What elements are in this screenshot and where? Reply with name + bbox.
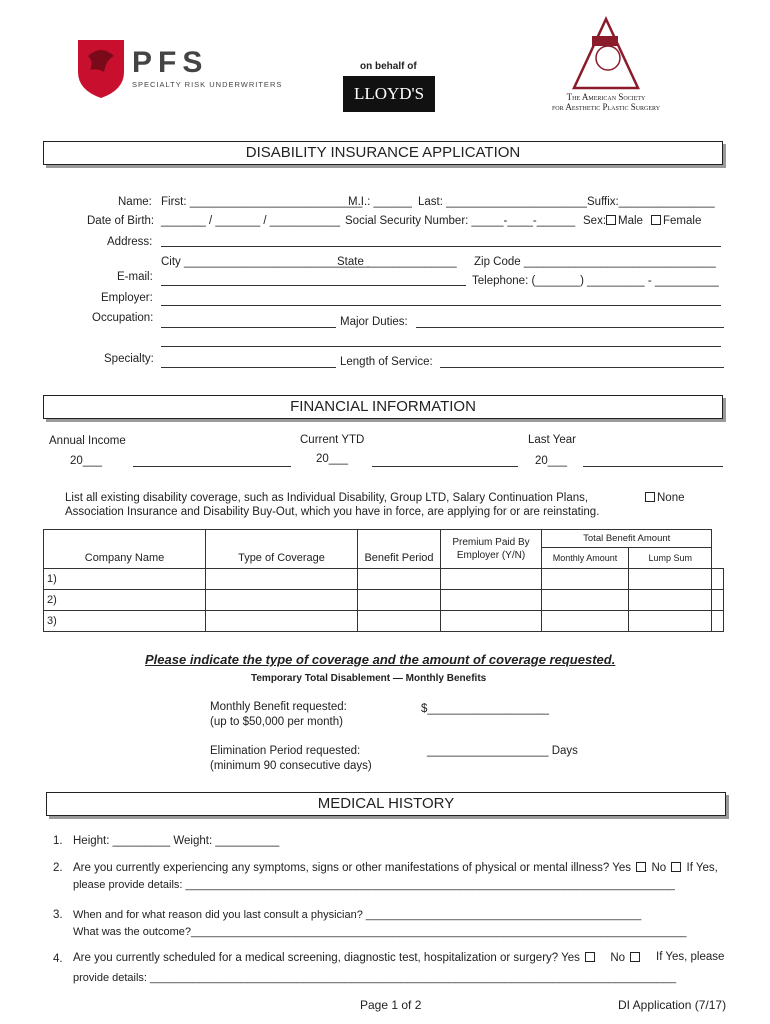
last-year-label: Last Year [528, 434, 576, 446]
sex-female-option[interactable] [649, 215, 701, 227]
current-ytd-line[interactable] [372, 466, 518, 467]
table-cell[interactable] [542, 569, 629, 590]
dob-label: Date of Birth: [87, 215, 155, 227]
table-cell[interactable] [629, 590, 712, 611]
asaps-logo [536, 16, 676, 116]
major-duties-line[interactable] [416, 327, 724, 328]
table-row [44, 611, 724, 632]
occupation-line[interactable] [161, 327, 336, 328]
male-label: Male [618, 215, 643, 227]
table-cell[interactable] [712, 611, 724, 632]
monthly-benefit-label: Monthly Benefit requested: [210, 701, 347, 713]
table-row [44, 569, 724, 590]
asaps-name-line1: The American Society [566, 92, 646, 102]
q4-number: 4. [53, 953, 63, 965]
q2-details-field[interactable]: please provide details: ________________________________________________________________________________ [73, 879, 675, 891]
q2-no-label: No [651, 862, 667, 874]
table-cell[interactable] [441, 611, 542, 632]
pfs-brand-name: PFS [132, 46, 209, 79]
sex-label: Sex: [583, 215, 607, 227]
coverage-instructions-2: Association Insurance and Disability Buy-Out, which you have in force, are applying for or are reinstating. [65, 506, 600, 518]
sex-male-option[interactable] [604, 215, 643, 227]
q2-ifyes-label: If Yes, [686, 862, 718, 874]
suffix-field[interactable]: Suffix:_______________ [587, 196, 715, 208]
table-cell[interactable] [712, 569, 724, 590]
current-ytd-label: Current YTD [300, 434, 365, 446]
dob-field[interactable]: _______ / _______ / ___________ [161, 215, 341, 227]
elimination-period-label: Elimination Period requested: [210, 745, 361, 757]
annual-income-label: Annual Income [49, 435, 126, 447]
q4-yes-checkbox[interactable] [585, 952, 595, 962]
financial-title-box [43, 395, 723, 419]
asaps-name-line2: for Aesthetic Plastic Surgery [551, 102, 661, 112]
financial-title: FINANCIAL INFORMATION [290, 398, 476, 415]
table-cell[interactable] [542, 590, 629, 611]
q2-no-checkbox[interactable] [671, 862, 681, 872]
q4-ifyes-label: If Yes, please [656, 951, 725, 963]
specialty-line[interactable] [161, 367, 336, 368]
annual-income-year[interactable]: 20___ [70, 455, 102, 467]
length-of-service-line[interactable] [440, 367, 724, 368]
none-option[interactable] [643, 492, 685, 504]
form-title: DISABILITY INSURANCE APPLICATION [245, 144, 521, 161]
pfs-shield-icon [76, 38, 126, 100]
table-cell[interactable] [629, 611, 712, 632]
ssn-field[interactable]: Social Security Number: _____-____-______ [345, 215, 576, 227]
q4-no-checkbox[interactable] [630, 952, 640, 962]
q2-number: 2. [53, 862, 63, 874]
table-cell[interactable] [206, 611, 358, 632]
pfs-tagline: SPECIALTY RISK UNDERWRITERS [132, 80, 283, 89]
table-cell[interactable] [629, 569, 712, 590]
last-name-field[interactable]: Last: ______________________ [418, 196, 587, 208]
last-year-line[interactable] [583, 466, 723, 467]
monthly-benefit-field[interactable]: $___________________ [421, 703, 549, 715]
female-label: Female [663, 215, 702, 227]
table-cell[interactable] [358, 611, 441, 632]
coverage-table [43, 529, 724, 632]
form-id: DI Application (7/17) [618, 998, 727, 1012]
requested-coverage-heading: Please indicate the type of coverage and the amount of coverage requested. [145, 652, 616, 667]
elimination-period-note: (minimum 90 consecutive days) [210, 760, 372, 772]
page-number: Page 1 of 2 [360, 998, 422, 1012]
row-number: 3) [44, 611, 206, 632]
table-cell[interactable] [441, 569, 542, 590]
row-number: 1) [44, 569, 206, 590]
email-label: E-mail: [117, 271, 153, 283]
specialty-label: Specialty: [104, 353, 154, 365]
q3-outcome-field[interactable]: What was the outcome?_________________________________________________________________________________ [73, 926, 687, 938]
zip-field[interactable]: Zip Code ______________________________ [474, 256, 716, 268]
table-cell[interactable] [712, 590, 724, 611]
q4-question [73, 952, 642, 964]
none-checkbox[interactable] [645, 492, 655, 502]
address-label: Address: [107, 236, 153, 248]
table-row [44, 590, 724, 611]
male-checkbox[interactable] [606, 215, 616, 225]
q2-question [73, 862, 718, 874]
q4-details-field[interactable]: provide details: ______________________________________________________________________________________ [73, 972, 677, 984]
col-benefit-period: Benefit Period [358, 530, 441, 569]
medical-history-title-box [46, 792, 726, 816]
none-label: None [657, 492, 685, 504]
table-cell[interactable] [206, 590, 358, 611]
q1-number: 1. [53, 835, 63, 847]
table-cell[interactable] [206, 569, 358, 590]
col-type-of-coverage: Type of Coverage [206, 530, 358, 569]
lloyds-text: LLOYD'S [353, 84, 425, 103]
last-year-year[interactable]: 20___ [535, 455, 567, 467]
pfs-logo [76, 38, 286, 100]
occupation-label: Occupation: [92, 312, 154, 324]
table-cell[interactable] [358, 569, 441, 590]
name-label: Name: [118, 196, 152, 208]
on-behalf-of: on behalf of [360, 61, 417, 72]
employer-label: Employer: [101, 292, 153, 304]
city-field[interactable]: City _____________________________ [161, 256, 370, 268]
q1-height-weight[interactable]: Height: _________ Weight: __________ [73, 835, 280, 847]
q4-text: Are you currently scheduled for a medical screening, diagnostic test, hospitalization or surgery? Yes [73, 952, 580, 964]
col-company-name: Company Name [44, 530, 206, 569]
q3-number: 3. [53, 909, 63, 921]
requested-coverage-subheading: Temporary Total Disablement — Monthly Benefits [251, 673, 487, 684]
employer-line[interactable] [161, 305, 721, 306]
q4-no-label: No [610, 952, 626, 964]
major-duties-line-2[interactable] [161, 346, 721, 347]
col-total-benefit-amount: Total Benefit Amount [542, 530, 712, 548]
table-cell[interactable] [542, 611, 629, 632]
table-cell[interactable] [441, 590, 542, 611]
current-ytd-year[interactable]: 20___ [316, 453, 348, 465]
address-line[interactable] [161, 246, 721, 247]
annual-income-line[interactable] [133, 466, 291, 467]
form-title-box [43, 141, 723, 165]
col-lump-sum: Lump Sum [629, 548, 712, 569]
monthly-benefit-note: (up to $50,000 per month) [210, 716, 343, 728]
middle-initial-field[interactable]: M.I.: ______ [348, 196, 412, 208]
medical-history-title: MEDICAL HISTORY [317, 795, 455, 812]
email-line[interactable] [161, 285, 466, 286]
col-monthly-amount: Monthly Amount [542, 548, 629, 569]
q2-text: Are you currently experiencing any symptoms, signs or other manifestations of physical or mental illness? Yes [73, 862, 632, 874]
row-number: 2) [44, 590, 206, 611]
q2-yes-checkbox[interactable] [636, 862, 646, 872]
telephone-field[interactable]: Telephone: (_______) _________ - __________ [472, 275, 719, 287]
elimination-period-field[interactable]: ___________________ Days [427, 745, 578, 757]
coverage-instructions-1: List all existing disability coverage, such as Individual Disability, Group LTD, Salary Continuation Plans, [65, 492, 589, 504]
q3-question-field[interactable]: When and for what reason did you last consult a physician? _____________________________________________ [73, 909, 642, 921]
lloyds-logo [343, 76, 435, 112]
table-cell[interactable] [358, 590, 441, 611]
major-duties-label: Major Duties: [340, 316, 408, 328]
length-of-service-label: Length of Service: [340, 356, 433, 368]
state-field[interactable]: State ______________ [337, 256, 457, 268]
female-checkbox[interactable] [651, 215, 661, 225]
col-premium-paid: Premium Paid By Employer (Y/N) [441, 530, 542, 569]
first-name-field[interactable]: First: ___________________________ [161, 196, 363, 208]
asaps-emblem-icon [536, 16, 676, 92]
